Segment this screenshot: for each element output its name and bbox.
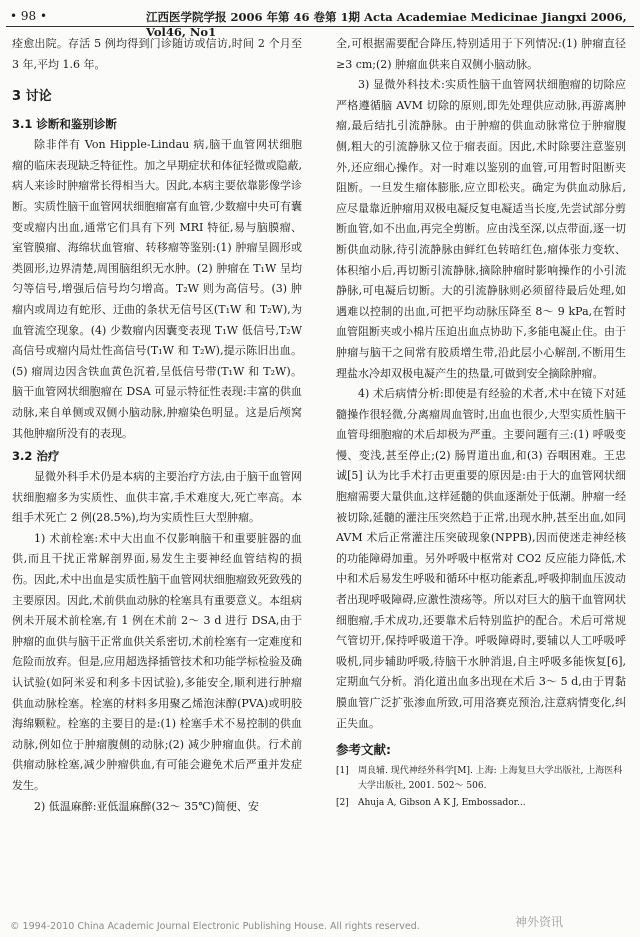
paragraph-hypothermia: 2) 低温麻醉:亚低温麻醉(32～ 35℃)简便、安 [34,799,259,813]
page-header [0,0,640,39]
reference-number: [2] [336,798,349,809]
reference-item [336,764,626,794]
paragraph-embolization: 1) 术前栓塞:术中大出血不仅影响脑干和重要脏器的血供,而且干扰正常解剖界面,易发生主要神经血管结构的损伤。因此,术中出血是实质性脑干血管网状细胞瘤致死致残的主要原因。因此,术前供血动脉的栓塞具有重要意义。本组病例未开展术前栓塞,有 1 例在术前 2～ 3 d 进行 DSA,由于肿瘤的血供与脑干正常血供关系密切,术前栓塞有一定难度和危险而放弃。但是,应用超选择插管技术和功能学标检验及确认试验(如阿米妥和利多卡因试验),多能安全,顺利进行肿瘤供血动脉栓塞。栓塞的材料多用聚乙烯泡沫醇(PVA)或明胶海绵颗粒。栓塞的主要目的是:(1) 栓塞手术不易控制的供血动脉,例如位于肿瘤腹侧的动脉;(2) 减少肿瘤血供。行术前供瘤动脉栓塞,减少肿瘤供血,有可能会避免术后严重并发症发生。 [12,531,302,792]
paragraph-hypothermia-cont: 全,可根据需要配合降压,特别适用于下列情况:(1) 肿瘤直径 ≥3 cm;(2) 肿瘤血供来自双侧小脑动脉。 [336,37,626,71]
paragraph-postop: 4) 术后病情分析:即使是有经验的术者,术中在镜下对延髓操作很轻微,分离瘤周血管时,出血也很少,大型实质性脑干血管母细胞瘤的术后却极为严重。主要问题有三:(1) 呼吸变慢、变浅,甚至停止;(2) 肠胃道出血,和(3) 吞咽困难。王忠诚[5] 认为比手术打击更重要的原因是:由于大的血管网状细胞瘤需要大量供血,这样延髓的供血逐渐处于低潮。肿瘤一经被切除,延髓的灌注压突然趋于正常,出现水肿,甚至出血,如同 AVM 术后正常灌注压突破现象(NPPB),因而使迷走神经核的功能障碍加重。另外呼吸中枢常对 CO2 反应能力降低,术中和术后易发生呼吸和循环中枢功能紊乱,呼吸抑制血压波动者出现呼吸障碍,应激性溃疡等。所以对巨大的脑干血管网状细胞瘤,手术成功,还要靠术后特别监护的配合。术后可常规气管切开,保持呼吸道干净。呼吸障碍时,要辅以人工呼吸呼吸机,同步辅助呼吸,待脑干水肿消退,自主呼吸多能恢复[6],定期血气分析。消化道出血多出现在术后 3～ 5 d,由于胃黏膜血管广泛扩张渗血所致,可用洛赛克预治,注意病情变化,纠正失血。 [336,387,626,730]
header-rule [6,26,634,27]
paragraph-treatment: 显微外科手术仍是本病的主要治疗方法,由于脑干血管网状细胞瘤多为实质性、血供丰富,手术难度大,死亡率高。本组手术死亡 2 例(28.5%),均为实质性巨大型肿瘤。 [12,470,302,525]
watermark: 神外资讯 [515,915,564,929]
reference-text: Ahuja A, Gibson A K J, Embossador... [358,798,526,809]
left-column [12,34,302,817]
journal-header: 江西医学院学报 2006 年第 46 卷第 1期 Acta Academiae Medicinae Jiangxi 2006, Vol46, No1 [146,10,627,39]
subsection-heading-diagnosis: 3.1 诊断和鉴别诊断 [12,117,117,132]
paragraph-microsurgery: 3) 显微外科技术:实质性脑干血管网状细胞瘤的切除应严格遵循脑 AVM 切除的原则,即先处理供应动脉,再游离肿瘤,最后结扎引流静脉。由于肿瘤的供血动脉常位于肿瘤腹侧,粗大的引流静脉又位于瘤表面。因此,术时除要注意鉴别外,还应细心操作。对一时难以鉴别的血管,可用暂时阻断夹阻断。一旦发生瘤体膨胀,应立即松夹。确定为供血动脉后,应尽量靠近肿瘤用双极电凝反复电凝适当长度,先尝试部分剪断血管,如不出血,再完全剪断。应由浅至深,以点带面,逐一切断供血动脉,待引流静脉由鲜红色转暗红色,瘤体张力变软、体积缩小后,再切断引流静脉,摘除肿瘤时影响操作的小引流静脉,可电凝后切断。大的引流静脉则必须留待最后处理,如遇难以控制的出血,可把平均动脉压降至 8～ 9 kPa,在暂时血管阻断夹或小棉片压迫出血点协助下,多能电凝止住。由于肿瘤与脑干之间常有胶质增生带,沿此层小心解剖,不断用生理盐水冷却双极电凝产生的热量,可做到安全摘除肿瘤。 [336,78,626,380]
reference-item [336,796,626,811]
copyright-footer: © 1994-2010 China Academic Journal Electronic Publishing House. All rights reserved. [10,921,420,932]
reference-number: [1] [336,766,349,777]
continued-paragraph: 痊愈出院。存活 5 例均得到门诊随访或信访,时间 2 个月至 3 年,平均 1.6 年。 [12,37,302,71]
section-heading-discussion: 3 讨论 [12,89,52,105]
reference-text: 周良辅. 现代神经外科学[M]. 上海: 上海复旦大学出版社, 上海医科大学出版社, 2001. 502～ 506. [358,766,623,792]
page-number: • 98 • [10,9,48,23]
subsection-heading-treatment: 3.2 治疗 [12,449,60,464]
references-heading: 参考文献: [336,742,391,758]
paragraph-diagnosis: 除非伴有 Von Hipple-Lindau 病,脑干血管网状细胞瘤的临床表现缺乏特征性。加之早期症状和体征轻微或隐蔽,病人来诊时肿瘤常长得相当大。因此,本病主要依靠影像学诊断。实质性脑干血管网状细胞瘤富有血管,少数瘤中央可有囊变或瘤内出血,通常它们具有下列 MRI 特征,易与脑膜瘤、室管膜瘤、海绵状血管瘤、转移瘤等鉴别:(1) 肿瘤呈圆形或类圆形,边界清楚,周围脑组织无水肿。(2) 肿瘤在 T₁W 呈均匀等信号,增强后信号均匀增高。T₂W 则为高信号。(3) 肿瘤内或周边有蛇形、迂曲的条状无信号区(T₁W 和 T₂W),为血管流空现象。(4) 少数瘤内因囊变表现 T₁W 低信号,T₂W 高信号或瘤内局灶性高信号(T₁W 和 T₂W),提示陈旧出血。(5) 瘤周边因含铁血黄色沉着,呈低信号带(T₁W 和 T₂W)。脑干血管网状细胞瘤在 DSA 可显示特征性表现:丰富的供血动脉,来自单侧或双侧小脑动脉,肿瘤染色明显。这是后颅窝其他肿瘤所没有的表现。 [12,138,302,440]
right-column [336,34,626,813]
